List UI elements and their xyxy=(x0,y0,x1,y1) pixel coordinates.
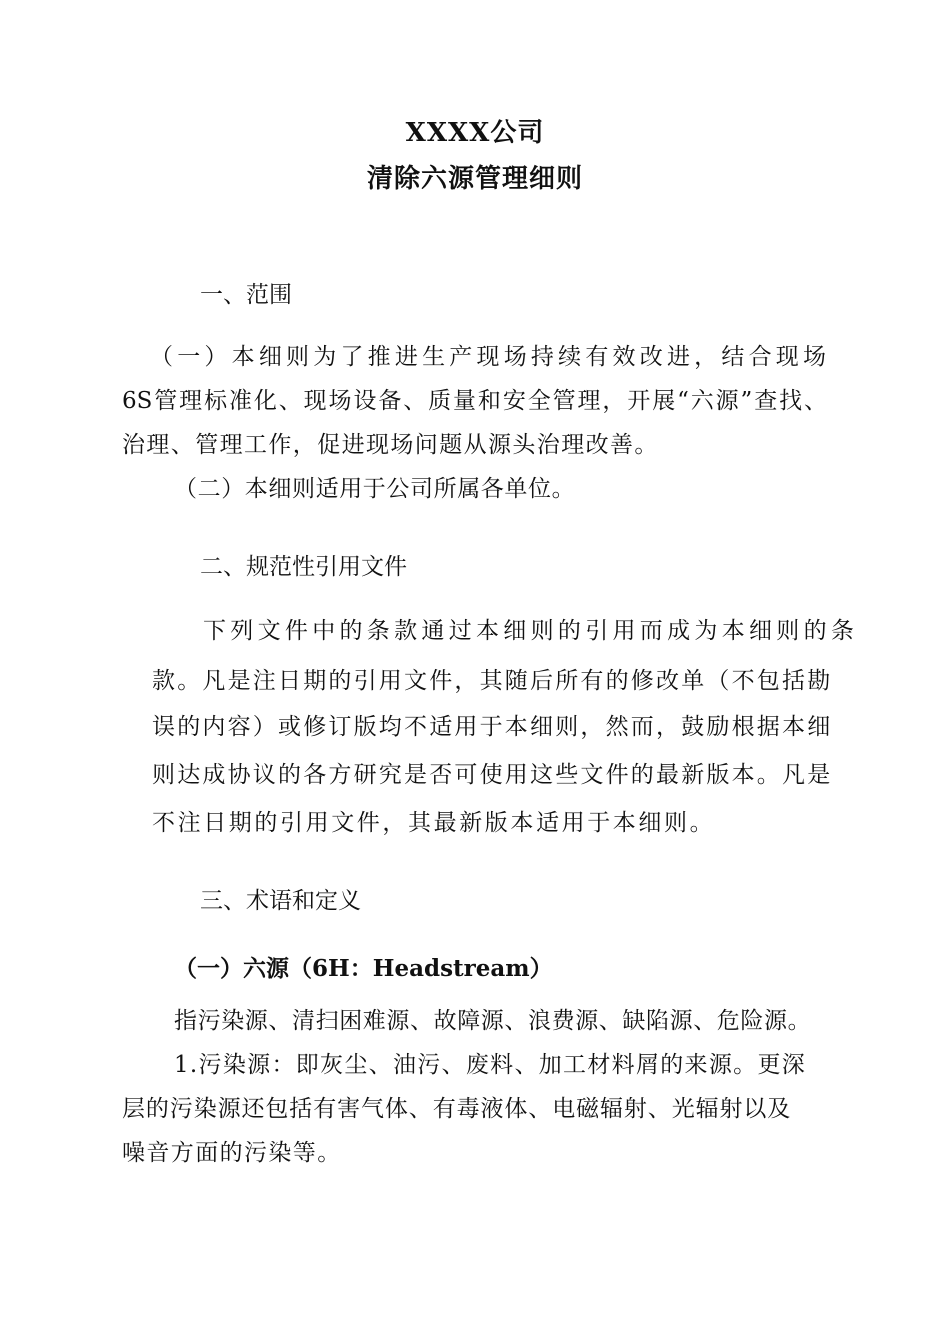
paragraph-line: 噪音方面的污染等。 xyxy=(122,1140,342,1166)
section-heading-terms: 三、术语和定义 xyxy=(200,888,361,914)
paragraph-line: （一）本细则为了推进生产现场持续有效改进，结合现场 xyxy=(150,344,826,370)
paragraph-line: 下列文件中的条款通过本细则的引用而成为本细则的条 xyxy=(203,618,859,644)
subsection-heading-six-sources: （一）六源（6H：Headstream） xyxy=(174,955,553,982)
paragraph-line: 层的污染源还包括有害气体、有毒液体、电磁辐射、光辐射以及 xyxy=(122,1096,792,1122)
paragraph-line: 不注日期的引用文件，其最新版本适用于本细则。 xyxy=(152,810,716,836)
section-heading-references: 二、规范性引用文件 xyxy=(200,554,407,580)
paragraph-line: 则达成协议的各方研究是否可使用这些文件的最新版本。凡是 xyxy=(152,762,833,788)
paragraph-line: 1.污染源：即灰尘、油污、废料、加工材料屑的来源。更深 xyxy=(174,1052,807,1078)
document-title-main: 清除六源管理细则 xyxy=(366,164,583,194)
paragraph-line: 误的内容）或修订版均不适用于本细则，然而，鼓励根据本细 xyxy=(152,714,833,740)
paragraph-line: 指污染源、清扫困难源、故障源、浪费源、缺陷源、危险源。 xyxy=(174,1008,812,1034)
paragraph-line: 治理、管理工作，促进现场问题从源头治理改善。 xyxy=(122,432,659,458)
section-heading-scope: 一、范围 xyxy=(200,282,292,308)
document-title-company: XXXX公司 xyxy=(405,118,545,148)
paragraph-line: 6S管理标准化、现场设备、质量和安全管理，开展“六源”查找、 xyxy=(122,388,828,414)
paragraph-line: 款。凡是注日期的引用文件，其随后所有的修改单（不包括勘 xyxy=(152,668,833,694)
paragraph-line: （二）本细则适用于公司所属各单位。 xyxy=(174,476,576,502)
